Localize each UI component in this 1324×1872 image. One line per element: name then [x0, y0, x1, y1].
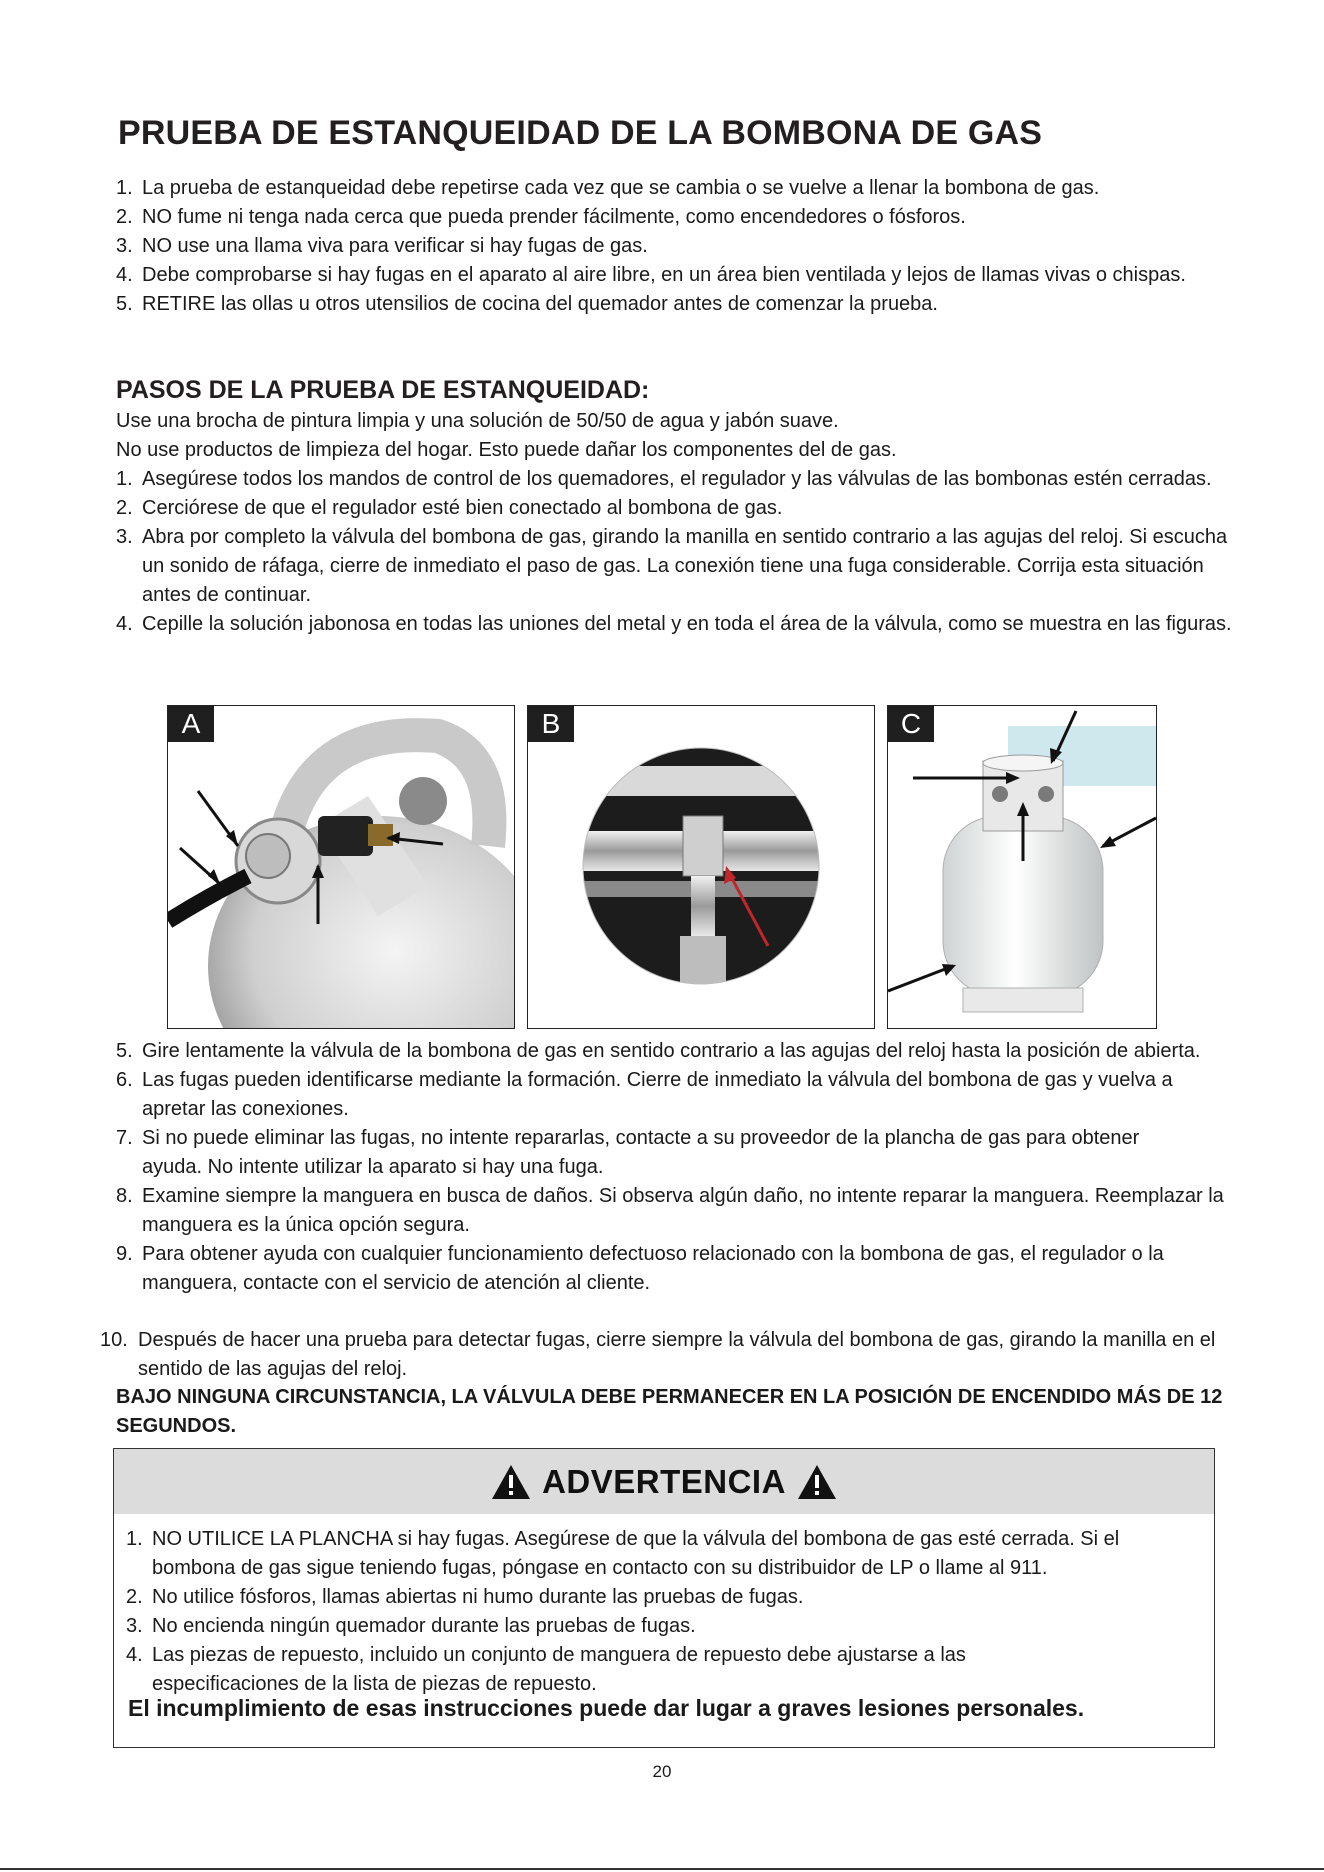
page-title: PRUEBA DE ESTANQUEIDAD DE LA BOMBONA DE GAS [118, 114, 1043, 152]
list-item: 7. Si no puede eliminar las fugas, no intente repararlas, contacte a su proveedor de la plancha de gas para obtener ayuda. No intente utilizar la aparato si hay una fuga. [116, 1127, 1140, 1178]
steps-list-c [100, 1326, 1220, 1384]
steps-intro-line: No use productos de limpieza del hogar. Esto puede dañar los componentes del de gas. [116, 439, 897, 461]
steps-intro-line: Use una brocha de pintura limpia y una solución de 50/50 de agua y jabón suave. [116, 410, 839, 432]
steps-list-b [116, 1037, 1236, 1298]
figure-c [887, 705, 1157, 1029]
warning-header [114, 1449, 1214, 1514]
list-item: 1. Asegúrese todos los mandos de control de los quemadores, el regulador y las válvulas de las bombonas estén cerradas. [116, 468, 1212, 490]
list-item: 9. Para obtener ayuda con cualquier funcionamiento defectuoso relacionado con la bombona de gas, el regulador o la manguera, contacte con el servicio de atención al cliente. [116, 1243, 1164, 1294]
list-item: 1. La prueba de estanqueidad debe repetirse cada vez que se cambia o se vuelve a llenar la bombona de gas. [116, 177, 1100, 199]
bold-notice: BAJO NINGUNA CIRCUNSTANCIA, LA VÁLVULA DEBE PERMANECER EN LA POSICIÓN DE ENCENDIDO MÁS DE 12 SEGUNDOS. [116, 1386, 1223, 1437]
propane-tank-photo [888, 706, 1156, 1028]
warning-triangle-icon [796, 1463, 838, 1501]
list-item: 3. NO use una llama viva para verificar si hay fugas de gas. [116, 235, 648, 257]
list-item: 6. Las fugas pueden identificarse mediante la formación. Cierre de inmediato la válvula del bombona de gas y vuelva a apretar las conexiones. [116, 1069, 1173, 1120]
figure-label: B [528, 706, 574, 742]
warning-triangle-icon [490, 1463, 532, 1501]
propane-tank-regulator-photo [168, 706, 514, 1028]
intro-list [116, 174, 1226, 319]
warning-box [113, 1448, 1215, 1748]
bottom-rule [0, 1868, 1324, 1870]
steps-list-a [116, 465, 1236, 639]
figure-b [527, 705, 875, 1029]
steps-title: PASOS DE LA PRUEBA DE ESTANQUEIDAD: [116, 376, 650, 404]
list-item: 8. Examine siempre la manguera en busca de daños. Si observa algún daño, no intente reparar la manguera. Reemplazar la manguera es la única opción segura. [116, 1185, 1224, 1236]
figure-a [167, 705, 515, 1029]
list-item: 10. Después de hacer una prueba para detectar fugas, cierre siempre la válvula del bombona de gas, girando la manilla en el sentido de las agujas del reloj. [100, 1329, 1216, 1380]
list-item: 3. Abra por completo la válvula del bombona de gas, girando la manilla en sentido contrario a las agujas del reloj. Si escucha un sonido de ráfaga, cierre de inmediato el paso de gas. La conexión tiene una fuga considerable. Corrija esta situación antes de continuar. [116, 526, 1228, 606]
valve-closeup-photo [528, 706, 874, 1028]
list-item: 4. Debe comprobarse si hay fugas en el aparato al aire libre, en un área bien ventilada y lejos de llamas vivas o chispas. [116, 264, 1186, 286]
list-item: 2. NO fume ni tenga nada cerca que pueda prender fácilmente, como encendedores o fósforos. [116, 206, 966, 228]
page-number: 20 [652, 1762, 672, 1781]
list-item: 2. No utilice fósforos, llamas abiertas ni humo durante las pruebas de fugas. [126, 1586, 804, 1608]
warning-list [126, 1525, 1206, 1699]
list-item: 5. Gire lentamente la válvula de la bombona de gas en sentido contrario a las agujas del reloj hasta la posición de abierta. [116, 1040, 1201, 1062]
list-item: 1. NO UTILICE LA PLANCHA si hay fugas. Asegúrese de que la válvula del bombona de gas esté cerrada. Si el bombona de gas sigue teniendo fugas, póngase en contacto con su distribuidor de LP o llame al 911. [126, 1528, 1120, 1579]
figure-label: C [888, 706, 934, 742]
list-item: 2. Cerciórese de que el regulador esté bien conectado al bombona de gas. [116, 497, 783, 519]
figure-label: A [168, 706, 214, 742]
list-item: 3. No encienda ningún quemador durante las pruebas de fugas. [126, 1615, 696, 1637]
list-item: 4. Cepille la solución jabonosa en todas las uniones del metal y en toda el área de la válvula, como se muestra en las figuras. [116, 613, 1232, 635]
warning-final: El incumplimiento de esas instrucciones puede dar lugar a graves lesiones personales. [128, 1695, 1085, 1721]
warning-title: ADVERTENCIA [542, 1462, 786, 1500]
list-item: 5. RETIRE las ollas u otros utensilios de cocina del quemador antes de comenzar la prueba. [116, 293, 938, 315]
list-item: 4. Las piezas de repuesto, incluido un conjunto de manguera de repuesto debe ajustarse a las especificaciones de la lista de piezas de repuesto. [126, 1644, 966, 1695]
